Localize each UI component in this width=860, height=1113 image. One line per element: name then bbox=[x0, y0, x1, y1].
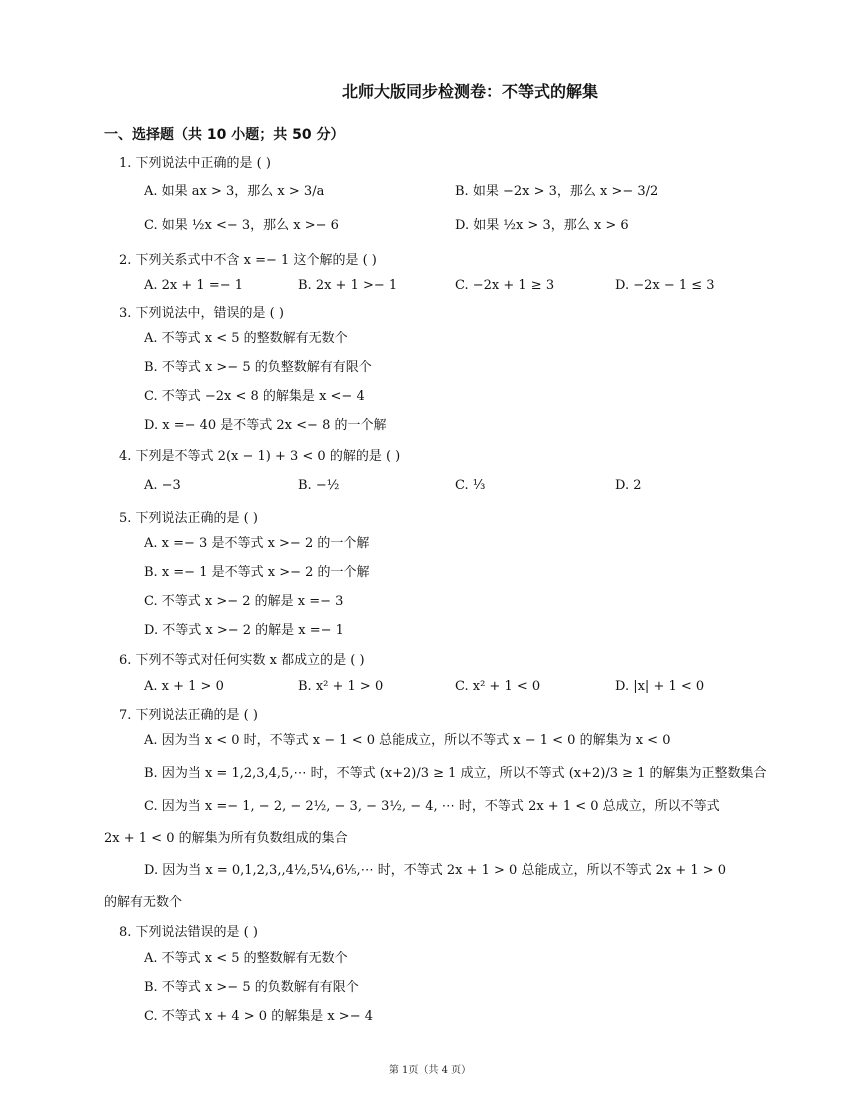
question-1-option-c: C. 如果 ½x <− 3，那么 x >− 6 bbox=[144, 218, 339, 233]
question-7-option-c-continued: 2x + 1 < 0 的解集为所有负数组成的集合 bbox=[104, 831, 348, 846]
question-7-option-c: C. 因为当 x =− 1, − 2, − 2½, − 3, − 3½, − 4, ⋯ 时，不等式 2x + 1 < 0 总成立，所以不等式 bbox=[144, 799, 720, 814]
question-5-option-a: A. x =− 3 是不等式 x >− 2 的一个解 bbox=[144, 536, 370, 551]
question-6-option-b: B. x² + 1 > 0 bbox=[298, 679, 384, 694]
question-7-stem: 7. 下列说法正确的是 ( ) bbox=[119, 708, 258, 723]
question-1-option-a: A. 如果 ax > 3，那么 x > 3/a bbox=[144, 184, 325, 199]
question-3-option-b: B. 不等式 x >− 5 的负整数解有有限个 bbox=[144, 360, 372, 375]
question-2-stem: 2. 下列关系式中不含 x =− 1 这个解的是 ( ) bbox=[119, 253, 377, 268]
question-8-option-b: B. 不等式 x >− 5 的负数解有有限个 bbox=[144, 980, 359, 995]
question-4-option-c: C. ⅓ bbox=[455, 478, 486, 493]
section-heading: 一、选择题（共 10 小题；共 50 分） bbox=[104, 127, 345, 143]
question-5-stem: 5. 下列说法正确的是 ( ) bbox=[119, 511, 258, 526]
question-6-option-c: C. x² + 1 < 0 bbox=[455, 679, 541, 694]
question-5-option-b: B. x =− 1 是不等式 x >− 2 的一个解 bbox=[144, 565, 370, 580]
question-8-option-a: A. 不等式 x < 5 的整数解有无数个 bbox=[144, 951, 348, 966]
question-7-option-d: D. 因为当 x = 0,1,2,3,,4½,5¼,6⅕,⋯ 时，不等式 2x + 1 > 0 总能成立，所以不等式 2x + 1 > 0 bbox=[144, 863, 727, 878]
question-3-option-a: A. 不等式 x < 5 的整数解有无数个 bbox=[144, 331, 348, 346]
question-3-option-d: D. x =− 40 是不等式 2x <− 8 的一个解 bbox=[144, 418, 387, 433]
page-footer: 第 1页（共 4 页） bbox=[388, 1065, 472, 1076]
question-2-option-d: D. −2x − 1 ≤ 3 bbox=[615, 278, 715, 293]
question-1-option-d: D. 如果 ½x > 3，那么 x > 6 bbox=[455, 218, 629, 233]
question-6-stem: 6. 下列不等式对任何实数 x 都成立的是 ( ) bbox=[119, 653, 365, 668]
question-6-option-d: D. |x| + 1 < 0 bbox=[615, 679, 705, 694]
question-3-stem: 3. 下列说法中，错误的是 ( ) bbox=[119, 306, 284, 321]
question-5-option-c: C. 不等式 x >− 2 的解是 x =− 3 bbox=[144, 594, 344, 609]
question-8-option-c: C. 不等式 x + 4 > 0 的解集是 x >− 4 bbox=[144, 1009, 373, 1024]
question-2-option-b: B. 2x + 1 >− 1 bbox=[298, 278, 398, 293]
question-4-option-a: A. −3 bbox=[144, 478, 181, 493]
question-4-option-b: B. −½ bbox=[298, 478, 340, 493]
question-2-option-c: C. −2x + 1 ≥ 3 bbox=[455, 278, 555, 293]
question-7-option-d-continued: 的解有无数个 bbox=[104, 895, 183, 910]
question-1-option-b: B. 如果 −2x > 3，那么 x >− 3/2 bbox=[455, 184, 659, 199]
question-7-option-a: A. 因为当 x < 0 时，不等式 x − 1 < 0 总能成立，所以不等式 x − 1 < 0 的解集为 x < 0 bbox=[144, 733, 671, 748]
question-4-stem: 4. 下列是不等式 2(x − 1) + 3 < 0 的解的是 ( ) bbox=[119, 449, 401, 464]
page-title: 北师大版同步检测卷：不等式的解集 bbox=[341, 82, 598, 101]
question-4-option-d: D. 2 bbox=[615, 478, 642, 493]
question-6-option-a: A. x + 1 > 0 bbox=[144, 679, 224, 694]
question-3-option-c: C. 不等式 −2x < 8 的解集是 x <− 4 bbox=[144, 389, 365, 404]
question-2-option-a: A. 2x + 1 =− 1 bbox=[144, 278, 244, 293]
question-8-stem: 8. 下列说法错误的是 ( ) bbox=[119, 925, 258, 940]
question-1-stem: 1. 下列说法中正确的是 ( ) bbox=[119, 156, 271, 171]
question-7-option-b: B. 因为当 x = 1,2,3,4,5,⋯ 时，不等式 (x+2)/3 ≥ 1 成立，所以不等式 (x+2)/3 ≥ 1 的解集为正整数集合 bbox=[144, 766, 767, 781]
question-5-option-d: D. 不等式 x >− 2 的解是 x =− 1 bbox=[144, 623, 344, 638]
